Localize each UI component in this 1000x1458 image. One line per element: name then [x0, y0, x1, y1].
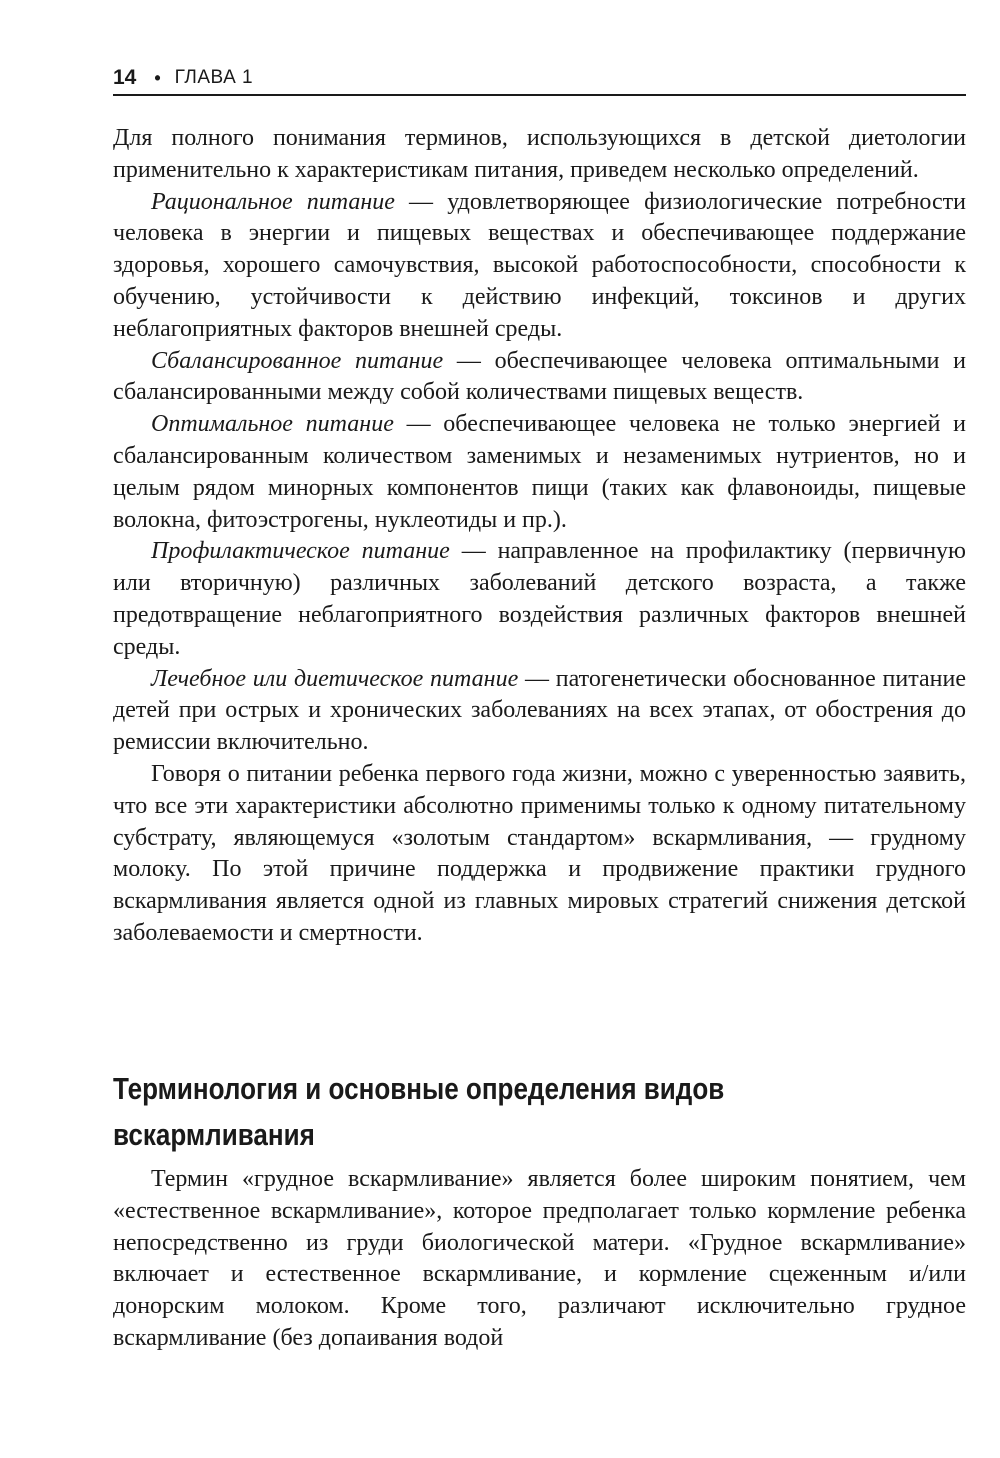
definition-therapeutic: [113, 664, 966, 759]
paragraph-breastmilk: [113, 759, 966, 950]
section-heading-line1: Терминология и основные определения видов: [113, 1071, 725, 1106]
bullet-icon: •: [154, 68, 161, 88]
paragraph-intro: [113, 123, 966, 187]
definition-term: Лечебное или диетическое питание: [151, 665, 519, 692]
definition-rational: [113, 187, 966, 346]
definition-term: Рациональное питание: [151, 188, 395, 215]
definition-text: — направленное на профилактику (первичную или вторичную) различных заболеваний детского возраста, а также предотвращение неблагоприятного воздействия различных факторов внешней среды.: [113, 538, 966, 660]
definition-term: Сбалансированное питание: [151, 347, 444, 374]
definition-text: — обеспечивающее человека не только энергией и сбалансированным количеством заменимых и незаменимых нутриентов, но и целым рядом минорных компонентов пищи (таких как флавоноиды, пищевые волокна, фитоэстрогены, нуклеотиды и пр.).: [113, 411, 966, 533]
definition-text: — патогенетически обоснованное питание детей при острых и хронических заболеваниях на всех этапах, от обострения до ремиссии включительно.: [113, 665, 966, 756]
chapter-label: ГЛАВА 1: [174, 67, 254, 88]
paragraph-terminology: Термин «грудное вскармливание» является более широким понятием, чем «естественное вскармливание», которое предполагает только кормление ребенка непосредственно из груди биологической матери. «Грудное вскармливание» включает и естественное вскармливание, и кормление сцеженным и/или донорским молоком. Кроме того, различают исключительно грудное вскармливание (без допаивания водой: [113, 1166, 966, 1351]
main-text: [113, 123, 966, 950]
definition-term: Профилактическое питание: [151, 538, 450, 565]
page-number: 14: [113, 66, 137, 89]
definition-optimal: [113, 409, 966, 536]
paragraph-text: Говоря о питании ребенка первого года жизни, можно с уверенностью заявить, что все эти характеристики абсолютно применимы только к одному питательному субстрату, являющемуся «золотым стандартом» вскармливания, — грудному молоку. По этой причине поддержка и продвижение практики грудного вскармливания является одной из главных мировых стратегий снижения детской заболеваемости и смертности.: [113, 760, 966, 946]
definition-preventive: [113, 536, 966, 663]
paragraph-text: Для полного понимания терминов, использующихся в детской диетологии применительно к характеристикам питания, приведем несколько определений.: [113, 125, 966, 183]
section-heading: [113, 1066, 966, 1158]
definition-term: Оптимальное питание: [151, 411, 394, 438]
definition-balanced: [113, 346, 966, 410]
section-text: [113, 1164, 966, 1355]
section-heading-line2: вскармливания: [113, 1117, 315, 1152]
running-header: [113, 62, 966, 96]
definition-text: — обеспечивающее человека оптимальными и сбалансированными между собой количествами пищевых веществ.: [113, 347, 966, 406]
definition-text: — удовлетворяющее физиологические потребности человека в энергии и пищевых веществах и обеспечивающее поддержание здоровья, хорошего самочувствия, высокой работоспособности, способности к обучению, устойчивости к действию инфекций, токсинов и других неблагоприятных факторов внешней среды.: [113, 188, 967, 342]
